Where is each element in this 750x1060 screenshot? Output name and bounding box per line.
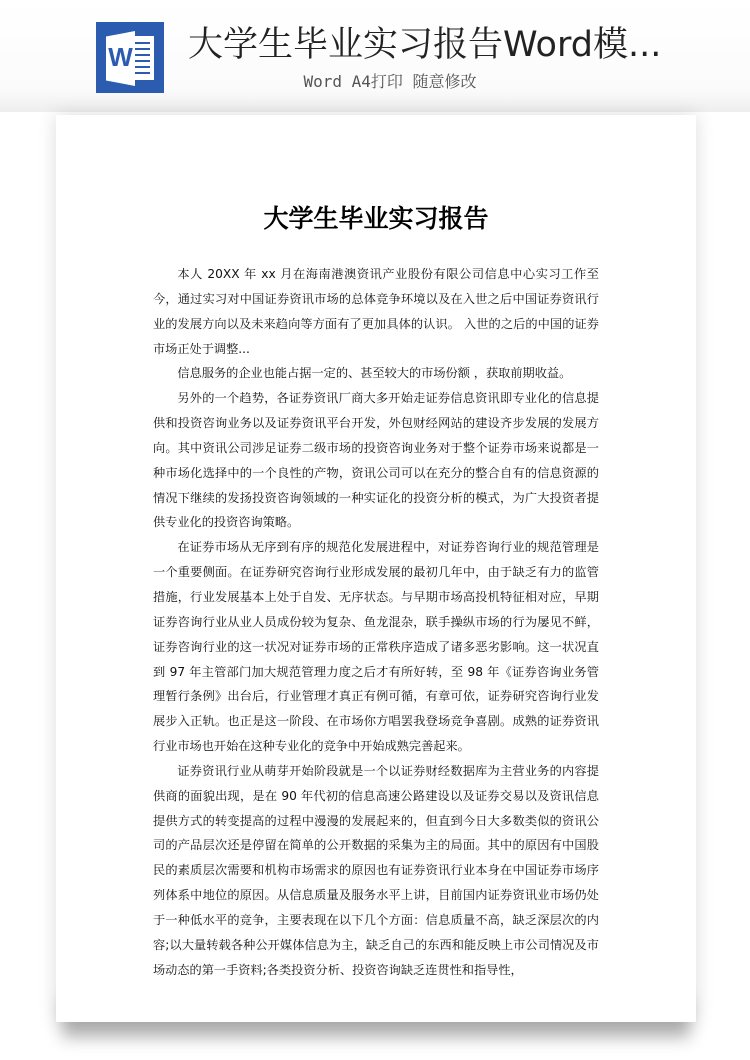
paragraph: 另外的一个趋势，各证券资讯厂商大多开始走证券信息资讯即专业化的信息提供和投资咨询业务以及证券资讯平台开发，外包财经网站的建设齐步发展的发展方向。其中资讯公司涉足证券二级市场的投资咨询业务对于整个证券市场来说都是一种市场化选择中的一个良性的产物，资讯公司可以在充分的整合自有的信息资源的情况下继续的发扬投资咨询领域的一种实证化的投资分析的模式，为广大投资者提供专业化的投资咨询策略。	[153, 391, 599, 530]
paragraph: 证券资讯行业从萌芽开始阶段就是一个以证券财经数据库为主营业务的内容提供商的面貌出现，是在 90 年代初的信息高速公路建设以及证券交易以及资讯信息提供方式的转变提高的过程中漫漫的发展起来的，但直到今日大多数类似的资讯公司的产品层次还是停留在简单的公开数据的采集为主的局面。其中的原因有中国股民的素质层次需要和机构市场需求的原因也有证券资讯行业本身在中国证券市场序列体系中地位的原因。从信息质量及服务水平上讲，目前国内证券资讯业市场仍处于一种低水平的竞争，主要表现在以下几个方面：信息质量不高，缺乏深层次的内容;以大量转载各种公开媒体信息为主，缺乏自己的东西和能反映上市公司情况及市场动态的第一手资料;各类投资分析、投资咨询缺乏连贯性和指导性，	[153, 763, 599, 977]
template-title: 大学生毕业实习报告Word模...	[188, 25, 662, 65]
document-body	[153, 262, 599, 982]
template-subtitle: Word A4打印 随意修改	[303, 72, 477, 91]
preview-header	[0, 0, 750, 112]
word-letter: W	[108, 42, 133, 72]
paragraph: 在证券市场从无序到有序的规范化发展进程中，对证券咨询行业的规范管理是一个重要侧面。在证券研究咨询行业形成发展的最初几年中，由于缺乏有力的监管措施，行业发展基本上处于自发、无序状态。与早期市场高投机特征相对应，早期证券咨询行业从业人员成份较为复杂、鱼龙混杂，联手操纵市场的行为屡见不鲜，证券咨询行业的这一状况对证券市场的正常秩序造成了诸多恶劣影响。这一状况直到 97 年主管部门加大规范管理力度之后才有所好转，至 98 年《证券咨询业务管理暂行条例》出台后，行业管理才真正有例可循，有章可依，证券研究咨询行业发展步入正轨。也正是这一阶段、在市场你方唱罢我登场竞争喜剧。成熟的证券资讯行业市场也开始在这种专业化的竞争中开始成熟完善起来。	[153, 540, 599, 754]
document-title: 大学生毕业实习报告	[263, 204, 489, 233]
paragraph: 本人 20XX 年 xx 月在海南港澳资讯产业股份有限公司信息中心实习工作至今，通过实习对中国证券资讯市场的总体竞争环境以及在入世之后中国证券资讯行业的发展方向以及未来趋向等方面有了更加具体的认识。 入世的之后的中国的证券市场正处于调整...	[153, 267, 599, 356]
document-page	[56, 115, 696, 1022]
paragraph: 信息服务的企业也能占据一定的、甚至较大的市场份额 ，获取前期收益。	[177, 366, 572, 381]
